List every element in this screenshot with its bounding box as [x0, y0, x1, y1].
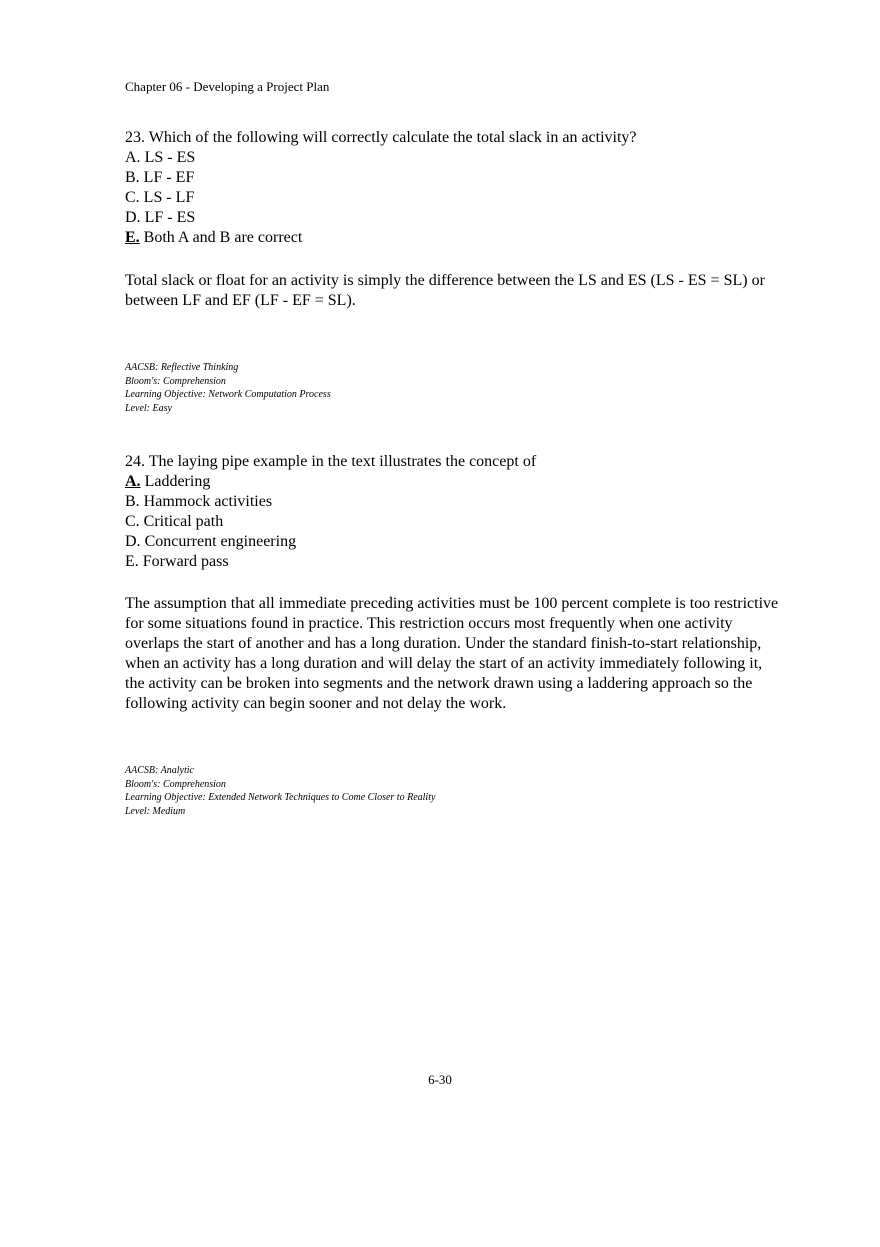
question-24 — [125, 452, 785, 572]
meta-learning-objective: Learning Objective: Extended Network Techniques to Come Closer to Reality — [125, 792, 436, 803]
correct-option-letter: A. — [125, 473, 141, 490]
option-letter: B. — [125, 169, 140, 186]
option-text: LS - ES — [144, 149, 196, 166]
option-a-correct — [125, 472, 785, 492]
option-text: Critical path — [143, 513, 224, 530]
option-text: LS - LF — [143, 189, 195, 206]
meta-aacsb: AACSB: Reflective Thinking — [125, 362, 239, 373]
question-stem: 23. Which of the following will correctly calculate the total slack in an activity? — [125, 129, 637, 146]
option-b — [125, 492, 785, 512]
metadata-23 — [125, 361, 331, 415]
meta-aacsb: AACSB: Analytic — [125, 765, 194, 776]
option-d — [125, 532, 785, 552]
meta-level: Level: Easy — [125, 402, 172, 414]
option-c — [125, 188, 785, 208]
option-text: Forward pass — [142, 553, 229, 570]
option-b — [125, 168, 785, 188]
option-e-correct — [125, 228, 785, 248]
metadata-24 — [125, 764, 435, 818]
option-d — [125, 208, 785, 228]
option-letter: A. — [125, 149, 141, 166]
option-c — [125, 512, 785, 532]
question-stem: 24. The laying pipe example in the text illustrates the concept of — [125, 453, 537, 470]
option-letter: B. — [125, 493, 140, 510]
option-text: Both A and B are correct — [143, 229, 303, 246]
option-text: LF - ES — [144, 209, 196, 226]
meta-learning-objective: Learning Objective: Network Computation Process — [125, 389, 331, 400]
option-e — [125, 552, 785, 572]
option-text: Hammock activities — [143, 493, 273, 510]
explanation-23: Total slack or float for an activity is simply the difference between the LS and ES (LS - ES = SL) or between LF and EF (LF - EF = SL). — [125, 272, 765, 309]
question-23 — [125, 128, 785, 248]
option-a — [125, 148, 785, 168]
meta-blooms: Bloom's: Comprehension — [125, 375, 226, 387]
meta-blooms: Bloom's: Comprehension — [125, 778, 226, 790]
option-letter: C. — [125, 189, 140, 206]
option-text: LF - EF — [143, 169, 195, 186]
option-text: Concurrent engineering — [144, 533, 297, 550]
explanation-24: The assumption that all immediate preceding activities must be 100 percent complete is too restrictive for some situations found in practice. This restriction occurs most frequently when one activity overlaps the start of another and has a long duration. Under the standard finish-to-start relationship, when an activity has a long duration and will delay the start of an activity immediately following it, the activity can be broken into segments and the network drawn using a laddering approach so the following activity can begin sooner and not delay the work. — [125, 595, 779, 712]
option-letter: D. — [125, 533, 141, 550]
page-number: 6-30 — [428, 1072, 452, 1087]
option-letter: D. — [125, 209, 141, 226]
page-header: Chapter 06 - Developing a Project Plan — [125, 79, 330, 94]
option-letter: E. — [125, 553, 139, 570]
correct-option-letter: E. — [125, 229, 140, 246]
meta-level: Level: Medium — [125, 805, 186, 817]
option-letter: C. — [125, 513, 140, 530]
option-text: Laddering — [144, 473, 211, 490]
